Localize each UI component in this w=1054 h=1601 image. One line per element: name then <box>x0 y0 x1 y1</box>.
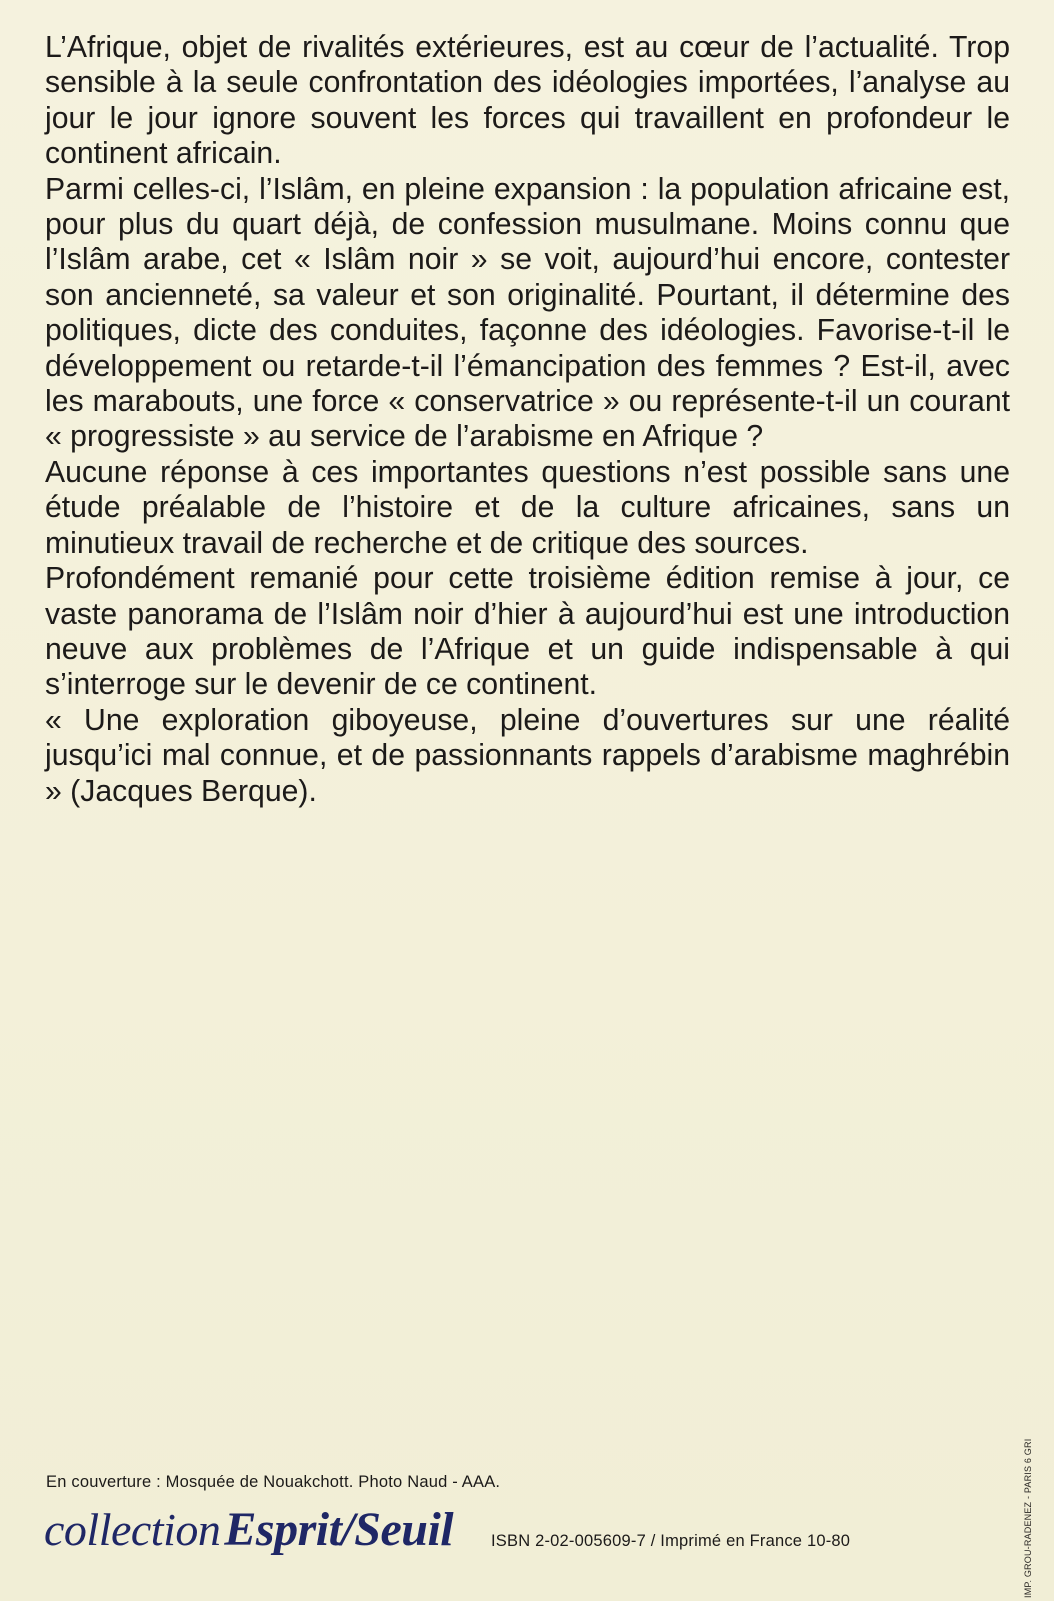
cover-photo-credit: En couverture : Mosquée de Nouakchott. Photo Naud - AAA. <box>46 1473 501 1491</box>
blurb-text <box>45 30 1010 809</box>
blurb-paragraph-3: Aucune réponse à ces importantes questions n’est possible sans une étude préalable de l’histoire et de la culture africaines, sans un minutieux travail de recherche et de critique des sources. <box>45 455 1010 560</box>
blurb-quote: « Une exploration giboyeuse, pleine d’ouvertures sur une réalité jusqu’ici mal connue, et de passionnants rappels d’arabisme maghrébin » (Jacques Berque). <box>45 703 1010 808</box>
blurb-paragraph-4: Profondément remanié pour cette troisième édition remise à jour, ce vaste panorama de l’Islâm noir d’hier à aujourd’hui est une introduction neuve aux problèmes de l’Afrique et un guide indispensable à qui s’interroge sur le devenir de ce continent. <box>45 562 1010 702</box>
blurb-paragraph-2: Parmi celles-ci, l’Islâm, en pleine expansion : la population africaine est, pour plus du quart déjà, de confession musulmane. Moins connu que l’Islâm arabe, cet « Islâm noir » se voit, aujourd’hui encore, contester son ancienneté, sa valeur et son originalité. Pourtant, il détermine des politiques, dicte des conduites, façonne des idéologies. Favorise-t-il le développement ou retarde-t-il l’émancipation des femmes ? Est-il, avec les marabouts, une force « conservatrice » ou représente-t-il un courant « progressiste » au service de l’arabisme en Afrique ? <box>45 172 1010 454</box>
collection-word: collection <box>44 1504 221 1555</box>
collection-logo <box>44 1502 453 1557</box>
collection-brand: Esprit/Seuil <box>224 1503 454 1556</box>
printer-imprint: IMP. GROU-RADENEZ - PARIS 6 GRI <box>1023 1438 1033 1598</box>
blurb-paragraph-1: L’Afrique, objet de rivalités extérieures, est au cœur de l’actualité. Trop sensible à la seule confrontation des idéologies importées, l’analyse au jour le jour ignore souvent les forces qui travaillent en profondeur le continent africain. <box>45 31 1010 171</box>
isbn-line: ISBN 2-02-005609-7 / Imprimé en France 10-80 <box>491 1532 851 1550</box>
